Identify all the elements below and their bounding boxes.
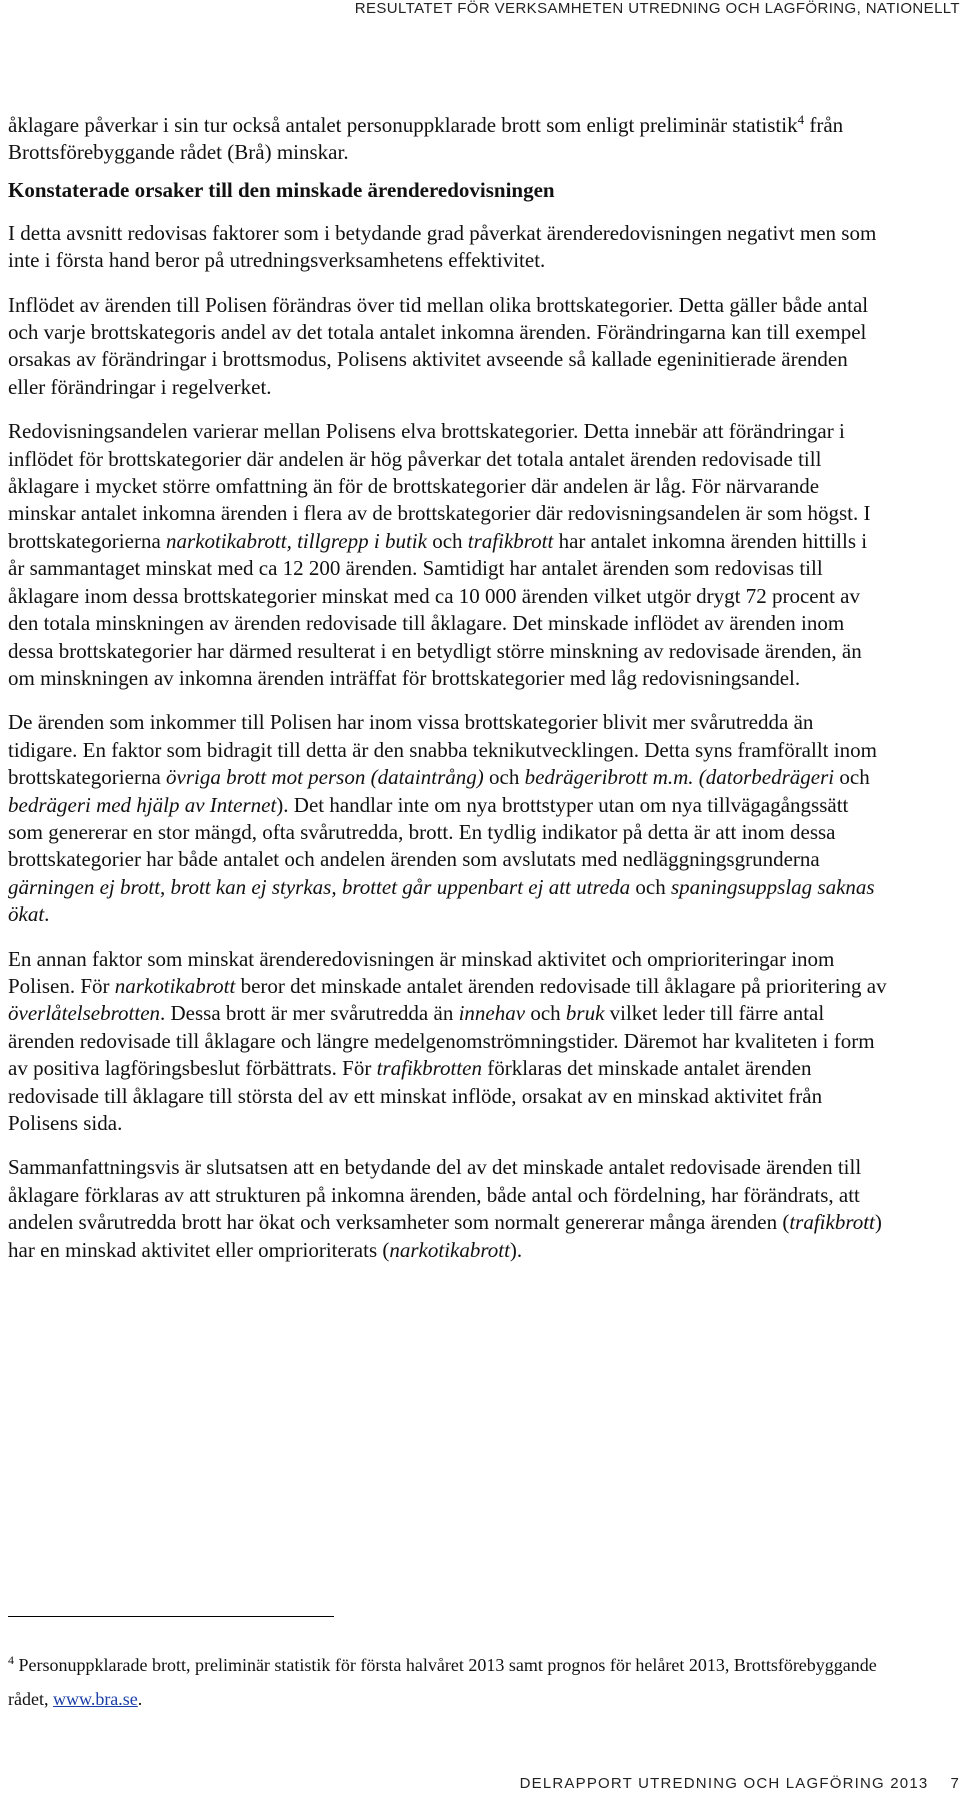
running-footer <box>520 1775 960 1792</box>
italic-run: övriga brott mot person (dataintrång) <box>166 765 484 790</box>
page-number: 7 <box>950 1775 960 1792</box>
text-run: De ärenden som inkommer till Polisen har inom vissa brottskategorier blivit mer svårutredda än tidigare. En faktor som bidragit till detta är den snabba teknikutvecklingen. Detta syns framförallt inom brottskategorierna <box>8 710 877 790</box>
italic-run: gärningen ej brott, brott kan ej styrkas, brottet går uppenbart ej att utreda <box>8 874 631 899</box>
body-text <box>8 112 888 1281</box>
text-run: Redovisningsandelen varierar mellan Polisens elva brottskategorier. Detta innebär att förändringar i inflödet för brottskategorier där andelen är hög påverkar det totala antalet ärenden redovisade till åklagare i mycket större omfattning än för de brottskategorier där andelen är låg. För närvarande minskar antalet inkomna ärenden i flera av de brottskategorier där redovisningsandelen är som högst. I brottskategorierna <box>8 419 871 553</box>
paragraph-3 <box>8 418 888 692</box>
italic-run: spaningsuppslag saknas ökat <box>8 874 875 927</box>
footnote-text: Personuppklarade brott, preliminär statistik för första halvåret 2013 samt prognos för helåret 2013, Brottsförebyggande rådet, <box>8 1655 877 1709</box>
text-run: En annan faktor som minskat ärenderedovisningen är minskad aktivitet och omprioriteringar inom Polisen. För <box>8 946 835 998</box>
italic-run: innehav <box>458 1001 526 1026</box>
footnote-link[interactable]: www.bra.se <box>52 1689 138 1709</box>
footnote <box>8 1648 898 1716</box>
text-run: vilket leder till färre antal ärenden redovisade till åklagare och längre medelgenomströmningstider. Däremot har kvaliteten i form av positiva lagföringsbeslut förbättrats. För <box>8 1001 875 1081</box>
paragraph-2: Inflödet av ärenden till Polisen förändras över tid mellan olika brottskategorier. Detta gäller både antal och varje brottskategoris andel av det totala antalet inkomna ärenden. Förändringarna kan till exempel orsakas av förändringar i brottsmodus, Polisens aktivitet avseende så kallade egeninitierade ärenden eller förändringar i regelverket. <box>8 292 869 399</box>
text-run: och <box>483 765 525 790</box>
text-run: och <box>426 528 468 553</box>
running-header: RESULTATET FÖR VERKSAMHETEN UTREDNING OCH LAGFÖRING, NATIONELLT <box>354 0 960 17</box>
italic-run: trafikbrott <box>789 1210 875 1235</box>
intro-text-a: åklagare påverkar i sin tur också antalet personuppklarade brott som enligt preliminär statistik <box>8 113 798 137</box>
paragraph-6 <box>8 1154 888 1264</box>
text-run: och <box>630 874 671 899</box>
italic-run: trafikbrotten <box>376 1056 482 1081</box>
text-run: Sammanfattningsvis är slutsatsen att en betydande del av det minskade antalet redovisade ärenden till åklagare förklaras av att strukturen på inkomna ärenden, både antal och fördelning, har förändrats, att andelen svårutredda brott har ökat och verksamheter som normalt genererar många ärenden ( <box>8 1155 862 1235</box>
text-run: beror det minskade antalet ärenden redovisade till åklagare på prioritering av <box>235 973 887 998</box>
italic-run: narkotikabrott <box>389 1237 510 1262</box>
intro-text-b: från Brottsförebyggande rådet (Brå) minskar. <box>8 113 844 165</box>
text-run: . Dessa brott är mer svårutredda än <box>160 1001 459 1026</box>
paragraph-4 <box>8 709 888 928</box>
footer-title: DELRAPPORT UTREDNING OCH LAGFÖRING 2013 <box>519 1775 929 1792</box>
italic-run: narkotikabrott <box>114 973 236 998</box>
italic-run: trafikbrott <box>467 528 554 553</box>
italic-run: överlåtelsebrotten <box>8 1001 161 1026</box>
text-run: ). <box>509 1237 523 1262</box>
text-run: förklaras det minskade antalet ärenden redovisade till åklagare till största del av ett minskat inflöde, orsakat av en minskad aktivitet från Polisens sida. <box>8 1056 823 1135</box>
footnote-suffix: . <box>137 1689 143 1709</box>
italic-run: narkotikabrott, tillgrepp i butik <box>166 528 427 553</box>
text-run: . <box>44 902 50 927</box>
paragraph-1: I detta avsnitt redovisas faktorer som i betydande grad påverkat ärenderedovisningen negativt men som inte i första hand beror på utredningsverksamhetens effektivitet. <box>8 220 877 273</box>
text-run: ). Det handlar inte om nya brottstyper utan om nya tillvägagångssätt som genererar en stor mängd, ofta svårutredda, brott. En tydlig indikator på detta är att inom dessa brottskategorier har både antalet och andelen ärenden som avslutats med nedläggningsgrunderna <box>8 792 849 872</box>
text-run: och <box>834 765 870 790</box>
intro-paragraph <box>8 112 888 167</box>
section-heading: Konstaterade orsaker till den minskade ärenderedovisningen <box>8 177 555 202</box>
text-run: ) har en minskad aktivitet eller omprioriterats ( <box>8 1210 882 1262</box>
footnote-ref[interactable]: 4 <box>797 112 805 127</box>
footnote-divider <box>8 1616 334 1617</box>
footnote-number: 4 <box>8 1653 14 1667</box>
text-run: har antalet inkomna ärenden hittills i år sammantaget minskat med ca 12 200 ärenden. Samtidigt har antalet ärenden som redovisas till åklagare inom dessa brottskategorier minskat med ca 10 000 ärenden vilket utgör drygt 72 procent av den totala minskningen av ärenden redovisade till åklagare. Det minskade inflödet av ärenden inom dessa brottskategorier har därmed resulterat i en betydligt större minskning av redovisade ärenden, än om minskningen av inkomna ärenden inträffat för brottskategorier med låg redovisningsandel. <box>8 528 868 690</box>
italic-run: bruk <box>565 1001 605 1026</box>
text-run: och <box>525 1001 566 1026</box>
italic-run: bedrägeribrott m.m. (datorbedrägeri <box>524 765 835 790</box>
italic-run: bedrägeri med hjälp av Internet <box>8 792 277 817</box>
paragraph-5 <box>8 946 888 1138</box>
